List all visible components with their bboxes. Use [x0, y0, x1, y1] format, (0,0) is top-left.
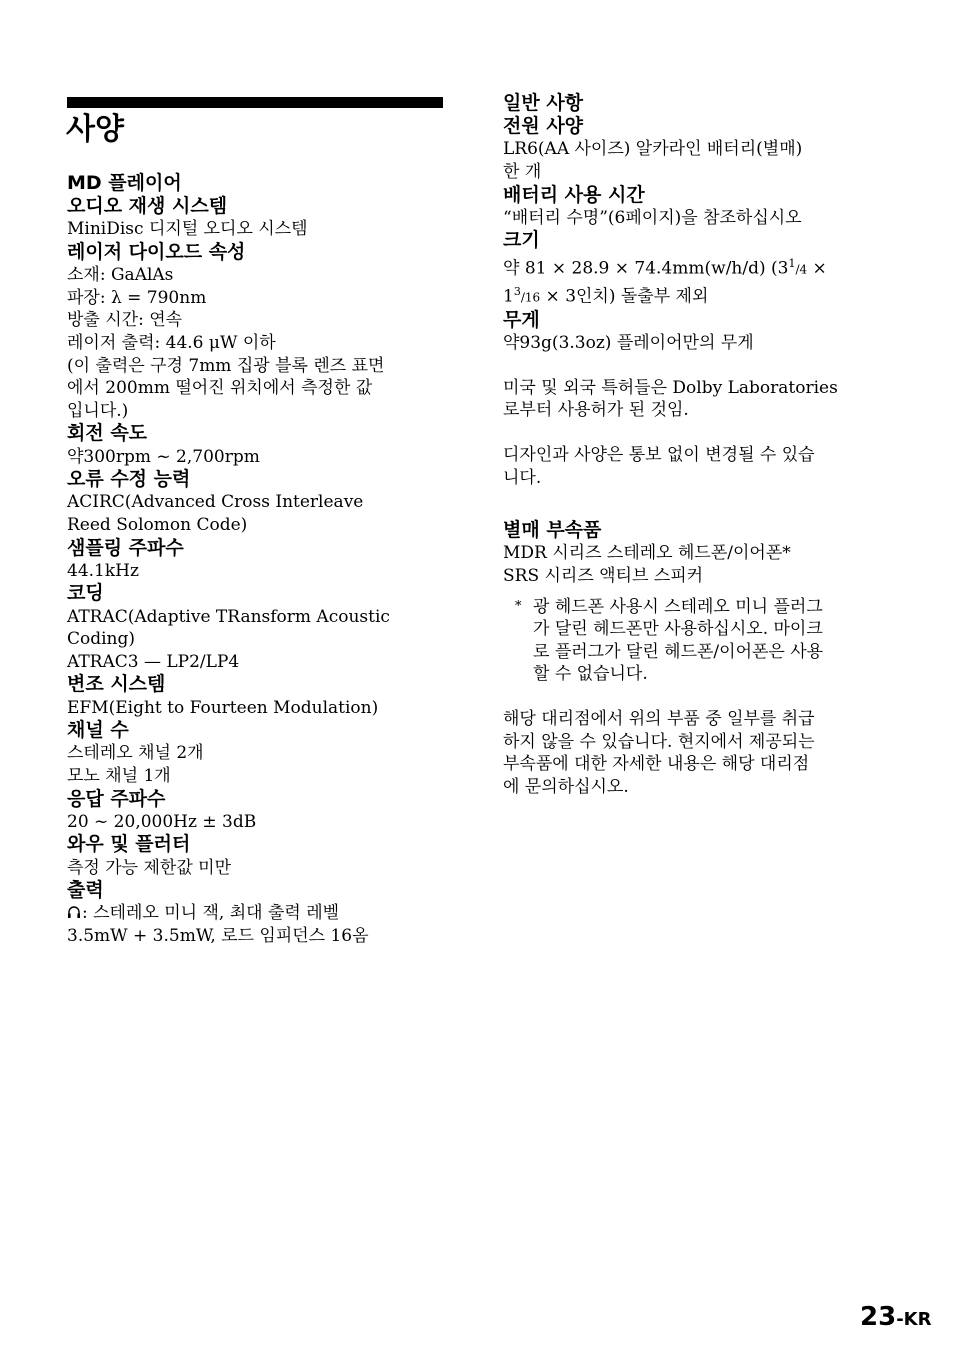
- output-heading: 출력: [67, 879, 104, 902]
- coding-line: ATRAC3 — LP2/LP4: [67, 651, 240, 672]
- modulation-value: EFM(Eight to Fourteen Modulation): [67, 697, 379, 718]
- size-line: [503, 253, 883, 281]
- audio-system-value: MiniDisc 디지털 오디오 시스템: [67, 219, 308, 240]
- notice-line: 디자인과 사양은 통보 없이 변경될 수 있습: [503, 445, 815, 466]
- coding-line: ATRAC(Adaptive TRansform Acoustic: [67, 606, 390, 627]
- modulation-heading: 변조 시스템: [67, 673, 166, 696]
- output-line-text: : 스테레오 미니 잭, 최대 출력 레벨: [82, 903, 340, 924]
- size-heading: 크기: [503, 229, 540, 252]
- size-text: ×: [807, 258, 827, 279]
- laser-line: 방출 시간: 연속: [67, 310, 183, 331]
- notice-line: 니다.: [503, 467, 542, 488]
- size-fraction-den: /16: [520, 290, 541, 305]
- channels-line: 모노 채널 1개: [67, 765, 171, 786]
- laser-line: 파장: λ = 790nm: [67, 287, 207, 308]
- laser-heading: 레이저 다이오드 속성: [67, 241, 246, 263]
- response-heading: 응답 주파수: [67, 787, 166, 810]
- output-line: 3.5mW + 3.5mW, 로드 임피던스 16옴: [67, 925, 369, 946]
- size-text: × 3인치) 돌출부 제외: [540, 286, 709, 307]
- right-column: [503, 92, 883, 798]
- size-text: 1: [503, 286, 514, 307]
- battery-heading: 배터리 사용 시간: [503, 183, 645, 206]
- patent-line: 미국 및 외국 특허들은 Dolby Laboratories: [503, 377, 838, 398]
- footnote: [503, 596, 883, 686]
- channels-heading: 채널 수: [67, 719, 129, 742]
- size-line: [503, 281, 883, 309]
- power-line: LR6(AA 사이즈) 알카라인 배터리(별매): [503, 139, 803, 160]
- wow-flutter-heading: 와우 및 플러터: [67, 833, 191, 856]
- accessories-line: SRS 시리즈 액티브 스피커: [503, 566, 704, 587]
- weight-value: 약93g(3.3oz) 플레이어만의 무게: [503, 333, 754, 354]
- laser-line: (이 출력은 구경 7mm 집광 블록 렌즈 표면: [67, 355, 385, 376]
- size-fraction-num: 3: [513, 284, 521, 298]
- sampling-heading: 샘플링 주파수: [67, 536, 184, 559]
- dealer-line: 하지 않을 수 있습니다. 현지에서 제공되는: [503, 731, 815, 752]
- audio-system-heading: 오디오 재생 시스템: [67, 195, 228, 218]
- dealer-line: 해당 대리점에서 위의 부품 중 일부를 취급: [503, 709, 815, 730]
- rotation-heading: 회전 속도: [67, 422, 148, 445]
- patent-line: 로부터 사용허가 된 것임.: [503, 400, 689, 421]
- md-player-heading: MD 플레이어: [67, 172, 182, 194]
- accessories-line: MDR 시리즈 스테레오 헤드폰/이어폰*: [503, 543, 791, 564]
- wow-flutter-value: 측정 가능 제한값 미만: [67, 857, 232, 878]
- laser-line: 에서 200mm 떨어진 위치에서 측정한 값: [67, 378, 373, 399]
- size-text: 약 81 × 28.9 × 74.4mm(w/h/d) (3: [503, 258, 789, 279]
- title-rule: [67, 97, 443, 108]
- size-fraction-den: /4: [795, 262, 808, 277]
- error-correction-heading: 오류 수정 능력: [67, 468, 191, 491]
- footnote-line: 광 헤드폰 사용시 스테레오 미니 플러그: [533, 596, 823, 617]
- footnote-line: 할 수 없습니다.: [533, 664, 648, 685]
- channels-line: 스테레오 채널 2개: [67, 743, 204, 764]
- page-title: 사양: [66, 112, 124, 147]
- footnote-line: 로 플러그가 달린 헤드폰/이어폰은 사용: [533, 641, 824, 662]
- error-correction-line: ACIRC(Advanced Cross Interleave: [67, 492, 364, 513]
- laser-line: 입니다.): [67, 400, 129, 421]
- size-fraction-num: 1: [788, 256, 796, 270]
- general-heading: 일반 사항: [503, 92, 584, 114]
- output-line: [67, 902, 447, 925]
- page-number-value: 23: [860, 1302, 897, 1332]
- coding-line: Coding): [67, 629, 136, 650]
- dealer-line: 에 문의하십시오.: [503, 776, 629, 797]
- page-number-suffix: -KR: [896, 1309, 932, 1330]
- dealer-line: 부속품에 대한 자세한 내용은 해당 대리점: [503, 754, 810, 775]
- coding-heading: 코딩: [67, 582, 104, 605]
- footnote-mark: *: [515, 598, 522, 614]
- power-heading: 전원 사양: [503, 115, 584, 138]
- error-correction-line: Reed Solomon Code): [67, 514, 248, 535]
- battery-value: “배터리 수명”(6페이지)을 참조하십시오: [503, 207, 802, 228]
- sampling-value: 44.1kHz: [67, 560, 139, 581]
- response-value: 20 ~ 20,000Hz ± 3dB: [67, 811, 257, 832]
- power-line: 한 개: [503, 162, 542, 182]
- laser-line: 레이저 출력: 44.6 μW 이하: [67, 332, 276, 353]
- rotation-value: 약300rpm ~ 2,700rpm: [67, 446, 260, 467]
- accessories-heading: 별매 부속품: [503, 519, 602, 542]
- page-number: [860, 1302, 931, 1335]
- footnote-line: 가 달린 헤드폰만 사용하십시오. 마이크: [533, 619, 823, 640]
- weight-heading: 무게: [503, 309, 540, 332]
- headphone-icon: [67, 905, 81, 919]
- left-column: [67, 172, 447, 948]
- laser-line: 소재: GaAlAs: [67, 265, 174, 286]
